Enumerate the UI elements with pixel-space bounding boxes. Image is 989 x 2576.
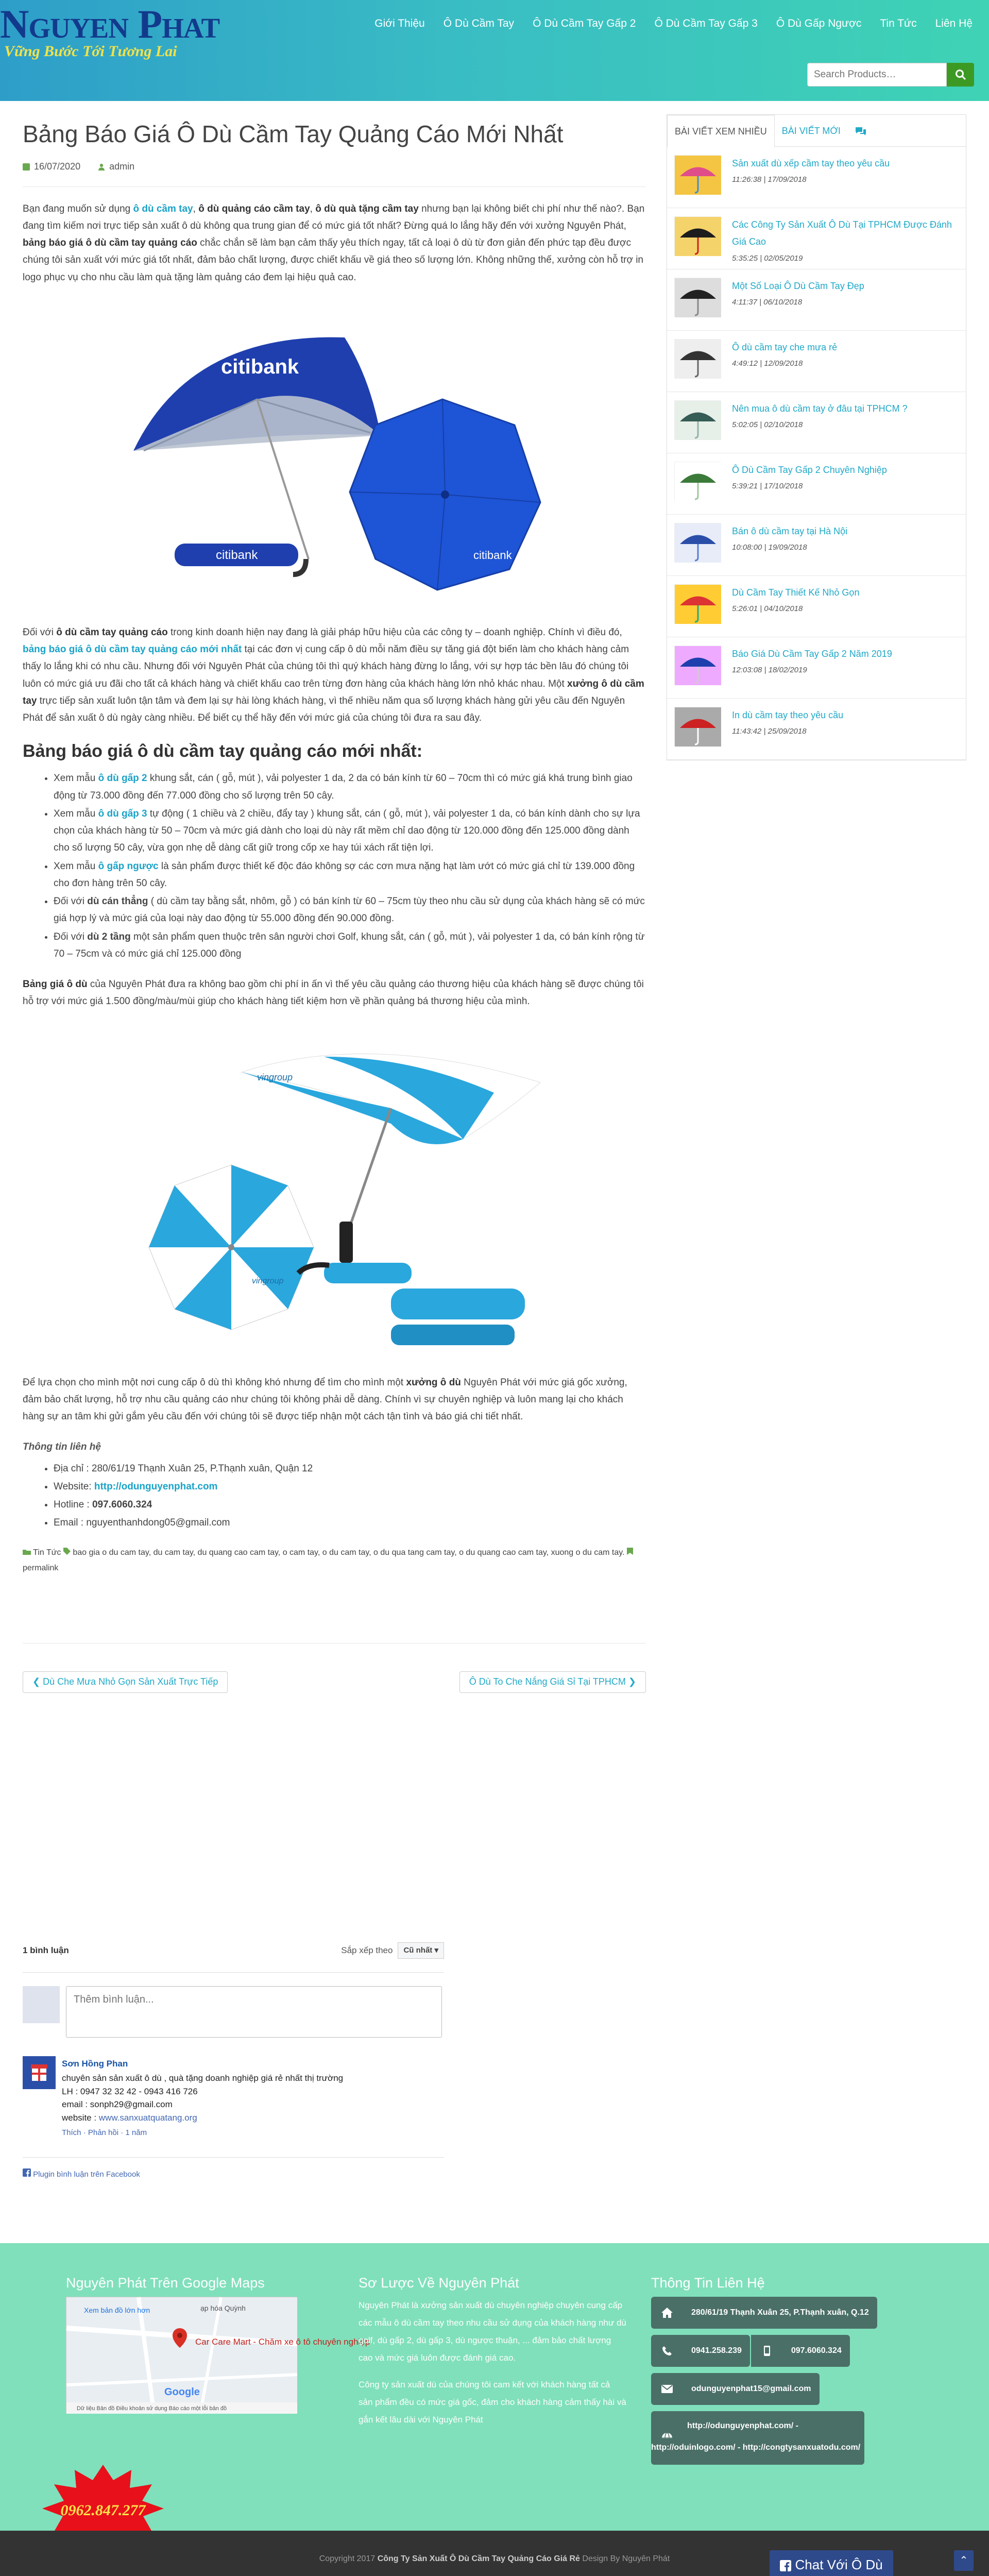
contact-heading: Thông tin liên hệ bbox=[23, 1442, 101, 1453]
footer-phone bbox=[651, 2335, 850, 2367]
section-heading: Bảng báo giá ô dù cầm tay quảng cáo mới nhất: bbox=[23, 741, 423, 761]
comments-header bbox=[23, 1942, 444, 1973]
sidebar-post-item[interactable] bbox=[667, 576, 966, 637]
sidebar-post-date: 4:49:12 | 12/09/2018 bbox=[732, 359, 803, 368]
sidebar-post-item[interactable] bbox=[667, 453, 966, 515]
sort-control: Sắp xếp theo Cũ nhất ▾ bbox=[341, 1942, 444, 1959]
search-input[interactable] bbox=[807, 63, 947, 87]
prev-post-link[interactable]: ❮ Dù Che Mưa Nhỏ Gọn Sản Xuất Trực Tiếp bbox=[23, 1671, 228, 1693]
search-icon bbox=[955, 69, 966, 80]
article-image-vingroup bbox=[103, 1036, 566, 1361]
site-footer bbox=[0, 2243, 989, 2531]
sidebar-post-title[interactable]: Sản xuất dù xếp cầm tay theo yêu cầu bbox=[732, 158, 890, 168]
list-item: • Xem mẫu ô dù gấp 2 khung sắt, cán ( gỗ, mút ), vải polyester 1 da, 2 da có bán kính từ 60 – 70cm thì có mức giá khá trung bình giao động từ 73.000 đồng đến 77.000 đồng cho số lượng trên 50 cây. bbox=[54, 770, 646, 804]
sidebar-post-thumbnail[interactable] bbox=[674, 216, 721, 256]
mobile-icon bbox=[751, 2335, 783, 2367]
sidebar-post-thumbnail[interactable] bbox=[674, 155, 721, 194]
nav-o-du-gap-3[interactable]: Ô Dù Cầm Tay Gấp 3 bbox=[654, 18, 758, 29]
svg-text:vingroup: vingroup bbox=[257, 1072, 293, 1082]
email-link[interactable]: odunguyenphat15@gmail.com bbox=[683, 2373, 820, 2405]
link-o-du-gap-3[interactable]: ô dù gấp 3 bbox=[98, 808, 147, 819]
sidebar-post-date: 12:03:08 | 18/02/2019 bbox=[732, 666, 807, 675]
post-meta bbox=[23, 159, 646, 187]
post-date: 16/07/2020 bbox=[34, 161, 81, 172]
logo-brand: Nguyen Phat bbox=[0, 2, 220, 46]
search-button[interactable] bbox=[947, 63, 974, 87]
svg-text:citibank: citibank bbox=[473, 548, 512, 562]
sidebar-post-title[interactable]: Nên mua ô dù cầm tay ở đâu tại TPHCM ? bbox=[732, 403, 908, 414]
commenter-avatar[interactable] bbox=[23, 2056, 56, 2089]
tab-comments[interactable] bbox=[848, 115, 874, 146]
sidebar-post-item[interactable] bbox=[667, 699, 966, 760]
facebook-icon bbox=[23, 2168, 31, 2177]
sidebar-post-title[interactable]: Dù Cầm Tay Thiết Kế Nhỏ Gọn bbox=[732, 587, 860, 598]
site-logo[interactable] bbox=[0, 3, 242, 60]
contact-website: • Website: http://odunguyenphat.com bbox=[54, 1478, 646, 1495]
user-icon bbox=[98, 163, 105, 171]
list-item: • Xem mẫu ô dù gấp 3 tự động ( 1 chiều và 2 chiều, đẩy tay ) khung sắt, cán ( gỗ, mút ), vải polyester 1 da, có bán kính dành cho sự lựa chọn của khách hàng từ 50 – 70cm và mức giá dành cho loại dù này rất mềm chỉ dao động từ 120.000 đồng đến 125.000 đồng dành cho số lượng 50 cây, vừa gọn nhẹ dễ dàng cất giữ trong cốp xe hay túi xách rất tiện lợi. bbox=[54, 805, 646, 857]
comments-icon bbox=[855, 127, 866, 136]
comments-section bbox=[23, 1942, 444, 2182]
copyright-bar: Copyright 2017 Công Ty Sản Xuất Ô Dù Cầm Tay Quảng Cáo Giá Rẻ Design By Nguyên Phát bbox=[0, 2531, 989, 2576]
phone-1[interactable]: 0941.258.239 bbox=[683, 2335, 750, 2367]
nav-tin-tuc[interactable]: Tin Tức bbox=[880, 18, 917, 29]
comment-item bbox=[23, 2056, 444, 2140]
list-item: • Đối với dù cán thẳng ( dù cầm tay bằng sắt, nhôm, gỗ ) có bán kính từ 60 – 75cm tùy theo nhu cầu sử dụng của khách hàng sẽ có mức giá hợp lý và mức giá của loại này dao động từ 55.000 đồng đến 90.000 đồng. bbox=[54, 893, 646, 927]
sidebar-post-date: 5:02:05 | 02/10/2018 bbox=[732, 420, 803, 430]
intro-paragraph: Bạn đang muốn sử dụng ô dù cầm tay, ô dù quảng cáo cầm tay, ô dù quà tặng cầm tay nhưng bạn lại không biết chi phí như thế nào?. Bạn đang tìm kiếm nơi trực tiếp sản xuất ô dù không qua trung gian để có mức giá tốt nhất? Đừng quá lo lắng hãy đến với xưởng Nguyên Phát, bảng báo giá ô dù cầm tay quảng cáo chắc chắn sẽ làm bạn cảm thấy yêu thích ngay, tất cả loại ô dù từ đơn giản đến phức tạp đều được chúng tôi sản xuất với mức giá tốt nhất, đảm bảo chất lượng, được chiết khấu về giá theo số lượng lớn. Không những thế, xưởng còn hỗ trợ in logo phục vụ cho nhu cầu làm quà tặng làm quảng cáo đem lại hiệu quả cao. bbox=[23, 203, 645, 283]
svg-text:ạp hóa Quỳnh: ạp hóa Quỳnh bbox=[200, 2304, 246, 2312]
phone-2[interactable]: 097.6060.324 bbox=[783, 2335, 850, 2367]
footer-about bbox=[359, 2297, 626, 2429]
sidebar-post-date: 11:26:38 | 17/09/2018 bbox=[732, 175, 807, 184]
sidebar-post-date: 5:26:01 | 04/10/2018 bbox=[732, 604, 803, 614]
sidebar-tabs bbox=[667, 115, 966, 147]
main-nav bbox=[365, 15, 982, 32]
svg-text:citibank: citibank bbox=[216, 548, 258, 562]
website-link[interactable]: http://odunguyenphat.com bbox=[94, 1481, 218, 1492]
sidebar-post-item[interactable] bbox=[667, 637, 966, 699]
svg-text:Google: Google bbox=[164, 2386, 200, 2398]
about-paragraph-2: Công ty sản xuất dù của chúng tôi cam kết với khách hàng tất cả sản phẩm đều có mức giá gốc, đảm cho khách hàng cảm thấy hài và gắn kết lâu dài với Nguyên Phát bbox=[359, 2380, 626, 2425]
next-post-link[interactable]: Ô Dù To Che Nắng Giá Sỉ Tại TPHCM ❯ bbox=[459, 1671, 646, 1693]
sidebar-post-item[interactable] bbox=[667, 515, 966, 576]
calendar-icon bbox=[23, 163, 30, 171]
avatar bbox=[23, 1986, 60, 2023]
sidebar-post-date: 4:11:37 | 06/10/2018 bbox=[732, 298, 803, 307]
link-o-du-gap-2[interactable]: ô dù gấp 2 bbox=[98, 773, 147, 784]
facebook-icon bbox=[780, 2560, 791, 2571]
article bbox=[23, 120, 646, 1687]
svg-text:Xem bản đồ lớn hơn: Xem bản đồ lớn hơn bbox=[84, 2306, 150, 2314]
svg-text:vingroup: vingroup bbox=[252, 1276, 284, 1285]
sidebar-post-title[interactable]: Báo Giá Dù Cầm Tay Gấp 2 Năm 2019 bbox=[732, 649, 892, 659]
post-author[interactable]: admin bbox=[109, 161, 135, 172]
comment-count: 1 bình luận bbox=[23, 1945, 69, 1956]
comment-body: chuyên sản sản xuất ô dù , quà tặng doanh nghiệp giá rẻ nhất thị trường LH : 0947 32 32 42 - 0943 416 726 email : sonph29@gmail.com website : www.sanxuatquatang.org bbox=[62, 2073, 344, 2123]
footer-email bbox=[651, 2373, 820, 2405]
svg-text:citibank: citibank bbox=[221, 355, 299, 378]
sidebar-post-date: 10:08:00 | 19/09/2018 bbox=[732, 543, 807, 552]
sidebar-post-title[interactable]: Bán ô dù cầm tay tại Hà Nội bbox=[732, 526, 848, 536]
copyright-company[interactable]: Công Ty Sản Xuất Ô Dù Cầm Tay Quảng Cáo Giá Rẻ bbox=[377, 2554, 580, 2563]
commenter-name[interactable]: Sơn Hồng Phan bbox=[62, 2059, 128, 2069]
page-title: Bảng Báo Giá Ô Dù Cầm Tay Quảng Cáo Mới Nhất bbox=[23, 121, 564, 147]
sidebar-post-thumbnail[interactable] bbox=[674, 707, 721, 746]
comment-compose bbox=[23, 1986, 444, 2038]
contact-address: • Địa chỉ : 280/61/19 Thạnh Xuân 25, P.Thạnh xuân, Quận 12 bbox=[54, 1460, 646, 1477]
sidebar-post-thumbnail[interactable] bbox=[674, 523, 721, 562]
post-tags bbox=[23, 1545, 646, 1577]
sidebar-post-title[interactable]: Ô Dù Cầm Tay Gấp 2 Chuyên Nghiệp bbox=[732, 465, 887, 475]
article-image-citibank bbox=[103, 301, 566, 611]
sidebar-post-date: 5:39:21 | 17/10/2018 bbox=[732, 482, 803, 491]
footer-address: 280/61/19 Thạnh Xuân 25, P.Thạnh xuân, Q.12 bbox=[651, 2297, 877, 2329]
svg-text:Car Care Mart - Chăm xe ô tô c: Car Care Mart - Chăm xe ô tô chuyên nghiệp bbox=[195, 2337, 370, 2347]
paragraph-3: Bảng giá ô dù của Nguyên Phát đưa ra không bao gồm chi phí in ấn vì thế yêu cầu quảng cáo thương hiệu của khách hàng sẽ được chúng tôi hỗ trợ với mức giá 1.500 đồng/màu/mùi giúp cho khách hàng tiết kiệm hơn về phần quảng bá thương hiệu của mình. bbox=[23, 979, 644, 1007]
nav-o-du-cam-tay[interactable]: Ô Dù Cầm Tay bbox=[443, 18, 515, 29]
sidebar-post-item[interactable] bbox=[667, 208, 966, 269]
comment-website-link[interactable]: www.sanxuatquatang.org bbox=[98, 2112, 197, 2123]
footer-websites bbox=[651, 2411, 864, 2465]
nav-o-du-gap-2[interactable]: Ô Dù Cầm Tay Gấp 2 bbox=[533, 18, 636, 29]
sidebar-post-thumbnail[interactable] bbox=[674, 462, 721, 501]
site-header bbox=[0, 0, 989, 101]
scroll-top-button[interactable] bbox=[954, 2550, 974, 2571]
facebook-plugin-link[interactable]: Plugin bình luận trên Facebook bbox=[23, 2157, 444, 2181]
sidebar-post-thumbnail[interactable] bbox=[674, 339, 721, 378]
contact-email: • Email : nguyenthanhdong05@gmail.com bbox=[54, 1514, 646, 1531]
link-o-du-cam-tay[interactable]: ô dù cầm tay bbox=[133, 203, 193, 214]
sidebar-post-date: 5:35:25 | 02/05/2019 bbox=[732, 253, 803, 263]
post-navigation bbox=[23, 1643, 646, 1687]
tab-newest[interactable]: BÀI VIẾT MỚI bbox=[781, 126, 841, 136]
tab-most-viewed[interactable]: BÀI VIẾT XEM NHIỀU bbox=[667, 115, 775, 147]
sort-dropdown[interactable]: Cũ nhất ▾ bbox=[398, 1942, 444, 1959]
svg-text:0962.847.277: 0962.847.277 bbox=[60, 2502, 146, 2519]
about-paragraph-1: Nguyên Phát là xưởng sản xuất dù chuyên nghiệp chuyên cung cấp các mẫu ô dù cầm tay theo nhu cầu sử dụng của khách hàng như dù golf, dù gấp 2, dù gấp 3, dù ngược thuận, ... đảm bảo chất lượng cao và mức giá luôn được đánh giá cao. bbox=[359, 2300, 626, 2363]
paragraph-4: Để lựa chọn cho mình một nơi cung cấp ô dù thì không khó nhưng để tìm cho mình một xưởng ô dù Nguyên Phát với mức giá gốc xưởng, đảm bảo chất lượng, hỗ trợ nhu cầu quảng cáo như chúng tôi không phải dễ dàng. Chính vì sự chuyên nghiệp và luôn mang lại cho khách hàng sự an tâm khi gửi gắm yêu cầu đến với chúng tôi sẽ được tiếp nhận một cách tận tình và báo giá chi tiết nhất. bbox=[23, 1377, 627, 1422]
search-form bbox=[807, 63, 974, 87]
bookmark-icon bbox=[627, 1548, 633, 1555]
nav-o-du-gap-nguoc[interactable]: Ô Dù Gấp Ngược bbox=[776, 18, 862, 29]
list-item: • Xem mẫu ô gấp ngược là sản phẩm được thiết kế độc đáo không sợ các cơn mưa nặng hạt làm ướt có mức giá chỉ từ 139.000 đồng cho đơn hàng trên 50 cây. bbox=[54, 858, 646, 892]
nav-lien-he[interactable]: Liên Hệ bbox=[935, 18, 973, 29]
sidebar-post-thumbnail[interactable] bbox=[674, 278, 721, 317]
website-links[interactable]: http://odunguyenphat.com/ - http://oduinlogo.com/ - http://congtysanxuatodu.com/ bbox=[683, 2411, 864, 2465]
comment-input[interactable] bbox=[66, 1986, 442, 2038]
footer-heading-about: Sơ Lược Về Nguyên Phát bbox=[359, 2275, 519, 2291]
footer-heading-map: Nguyên Phát Trên Google Maps bbox=[66, 2275, 265, 2291]
tag-links[interactable]: bao gia o du cam tay, du cam tay, du quang cao cam tay, o cam tay, o du cam tay, o du qua tang cam tay, o du quang cao cam tay, xuong o du cam tay. bbox=[73, 1548, 625, 1557]
paragraph-2: Đối với ô dù cầm tay quảng cáo trong kinh doanh hiện nay đang là giải pháp hữu hiệu của các công ty – doanh nghiệp. Chính vì điều đó, bảng báo giá ô dù cầm tay quảng cáo mới nhất tại các đơn vị cung cấp ô dù mỗi năm điều sự tăng giá đột biến làm cho khách hàng cảm thấy lo lắng khi có nhu cầu. Nhưng đối với Nguyên Phát của chúng tôi thì quý khách hàng đừng lo lắng, với sự hợp tác bền lâu đó chúng tôi luôn có mức giá ưu đãi cho tất cả khách hàng và chiết khấu cao trên từng đơn hàng của khách hàng lớn nhỏ khác nhau. Một xưởng ô dù cầm tay trực tiếp sản xuất luôn tận tâm và đem lại sự hài lòng khách hàng, vì thế nhiều năm qua số lượng khách hàng gửi yêu cầu đến Nguyên Phát để sản xuất ô dù ngày càng nhiều. Để biết cụ thể hãy đến với mức giá của chúng tôi đưa ra sau đây. bbox=[23, 626, 644, 723]
nav-gioi-thieu[interactable]: Giới Thiệu bbox=[374, 18, 425, 29]
footer-heading-contact: Thông Tin Liên Hệ bbox=[651, 2275, 765, 2291]
contact-list bbox=[23, 1460, 646, 1532]
chat-button[interactable]: Chat Với Ô Dù bbox=[770, 2550, 893, 2576]
sidebar-post-list bbox=[667, 147, 966, 760]
chevron-up-icon: ⌃ bbox=[959, 2555, 968, 2566]
home-icon bbox=[651, 2297, 683, 2329]
price-list bbox=[23, 770, 646, 962]
sidebar-post-title[interactable]: Các Công Ty Sản Xuất Ô Dù Tại TPHCM Được Đánh Giá Cao bbox=[732, 219, 952, 247]
phone-icon bbox=[651, 2335, 683, 2367]
sidebar-post-item[interactable] bbox=[667, 392, 966, 453]
logo-slogan: Vững Bước Tới Tương Lai bbox=[4, 43, 177, 60]
link-bang-bao-gia[interactable]: bảng báo giá ô dù cầm tay quảng cáo mới nhất bbox=[23, 644, 242, 655]
sidebar-post-thumbnail[interactable] bbox=[674, 646, 721, 685]
sidebar-post-item[interactable] bbox=[667, 269, 966, 331]
sidebar-post-item[interactable] bbox=[667, 331, 966, 392]
comment-actions[interactable]: Thích · Phản hồi · 1 năm bbox=[62, 2128, 147, 2137]
contact-hotline: • Hotline : 097.6060.324 bbox=[54, 1496, 646, 1513]
sidebar-post-thumbnail[interactable] bbox=[674, 400, 721, 439]
sidebar-post-item[interactable] bbox=[667, 147, 966, 208]
list-item: • Đối với dù 2 tầng một sản phẩm quen thuộc trên sân người chơi Golf, khung sắt, cán ( gỗ, mút ), vải polyester 1 da, có bán kính rộng từ 70 – 75cm và có mức giá chỉ 125.000 đồng bbox=[54, 928, 646, 963]
svg-text:Dữ liệu Bản đồ Điều khoản sử: Dữ liệu Bản đồ Điều khoản sử dụng Báo cáo một lỗi bản đồ bbox=[77, 2405, 227, 2412]
sidebar-post-title[interactable]: Ô dù cầm tay che mưa rẻ bbox=[732, 342, 838, 352]
sidebar-post-title[interactable]: In dù cầm tay theo yêu cầu bbox=[732, 710, 844, 720]
category-link[interactable]: Tin Tức bbox=[33, 1548, 61, 1557]
sidebar-post-title[interactable]: Một Số Loại Ô Dù Cầm Tay Đẹp bbox=[732, 281, 864, 291]
folder-icon bbox=[23, 1549, 31, 1555]
permalink[interactable]: permalink bbox=[23, 1563, 59, 1572]
sidebar-post-thumbnail[interactable] bbox=[674, 584, 721, 623]
tag-icon bbox=[63, 1548, 71, 1555]
google-map[interactable] bbox=[66, 2297, 370, 2413]
sidebar bbox=[667, 114, 966, 760]
citibank-logo bbox=[221, 355, 299, 378]
email-icon bbox=[651, 2373, 683, 2405]
link-o-gap-nguoc[interactable]: ô gấp ngược bbox=[98, 860, 159, 872]
sidebar-post-date: 11:43:42 | 25/09/2018 bbox=[732, 727, 807, 736]
